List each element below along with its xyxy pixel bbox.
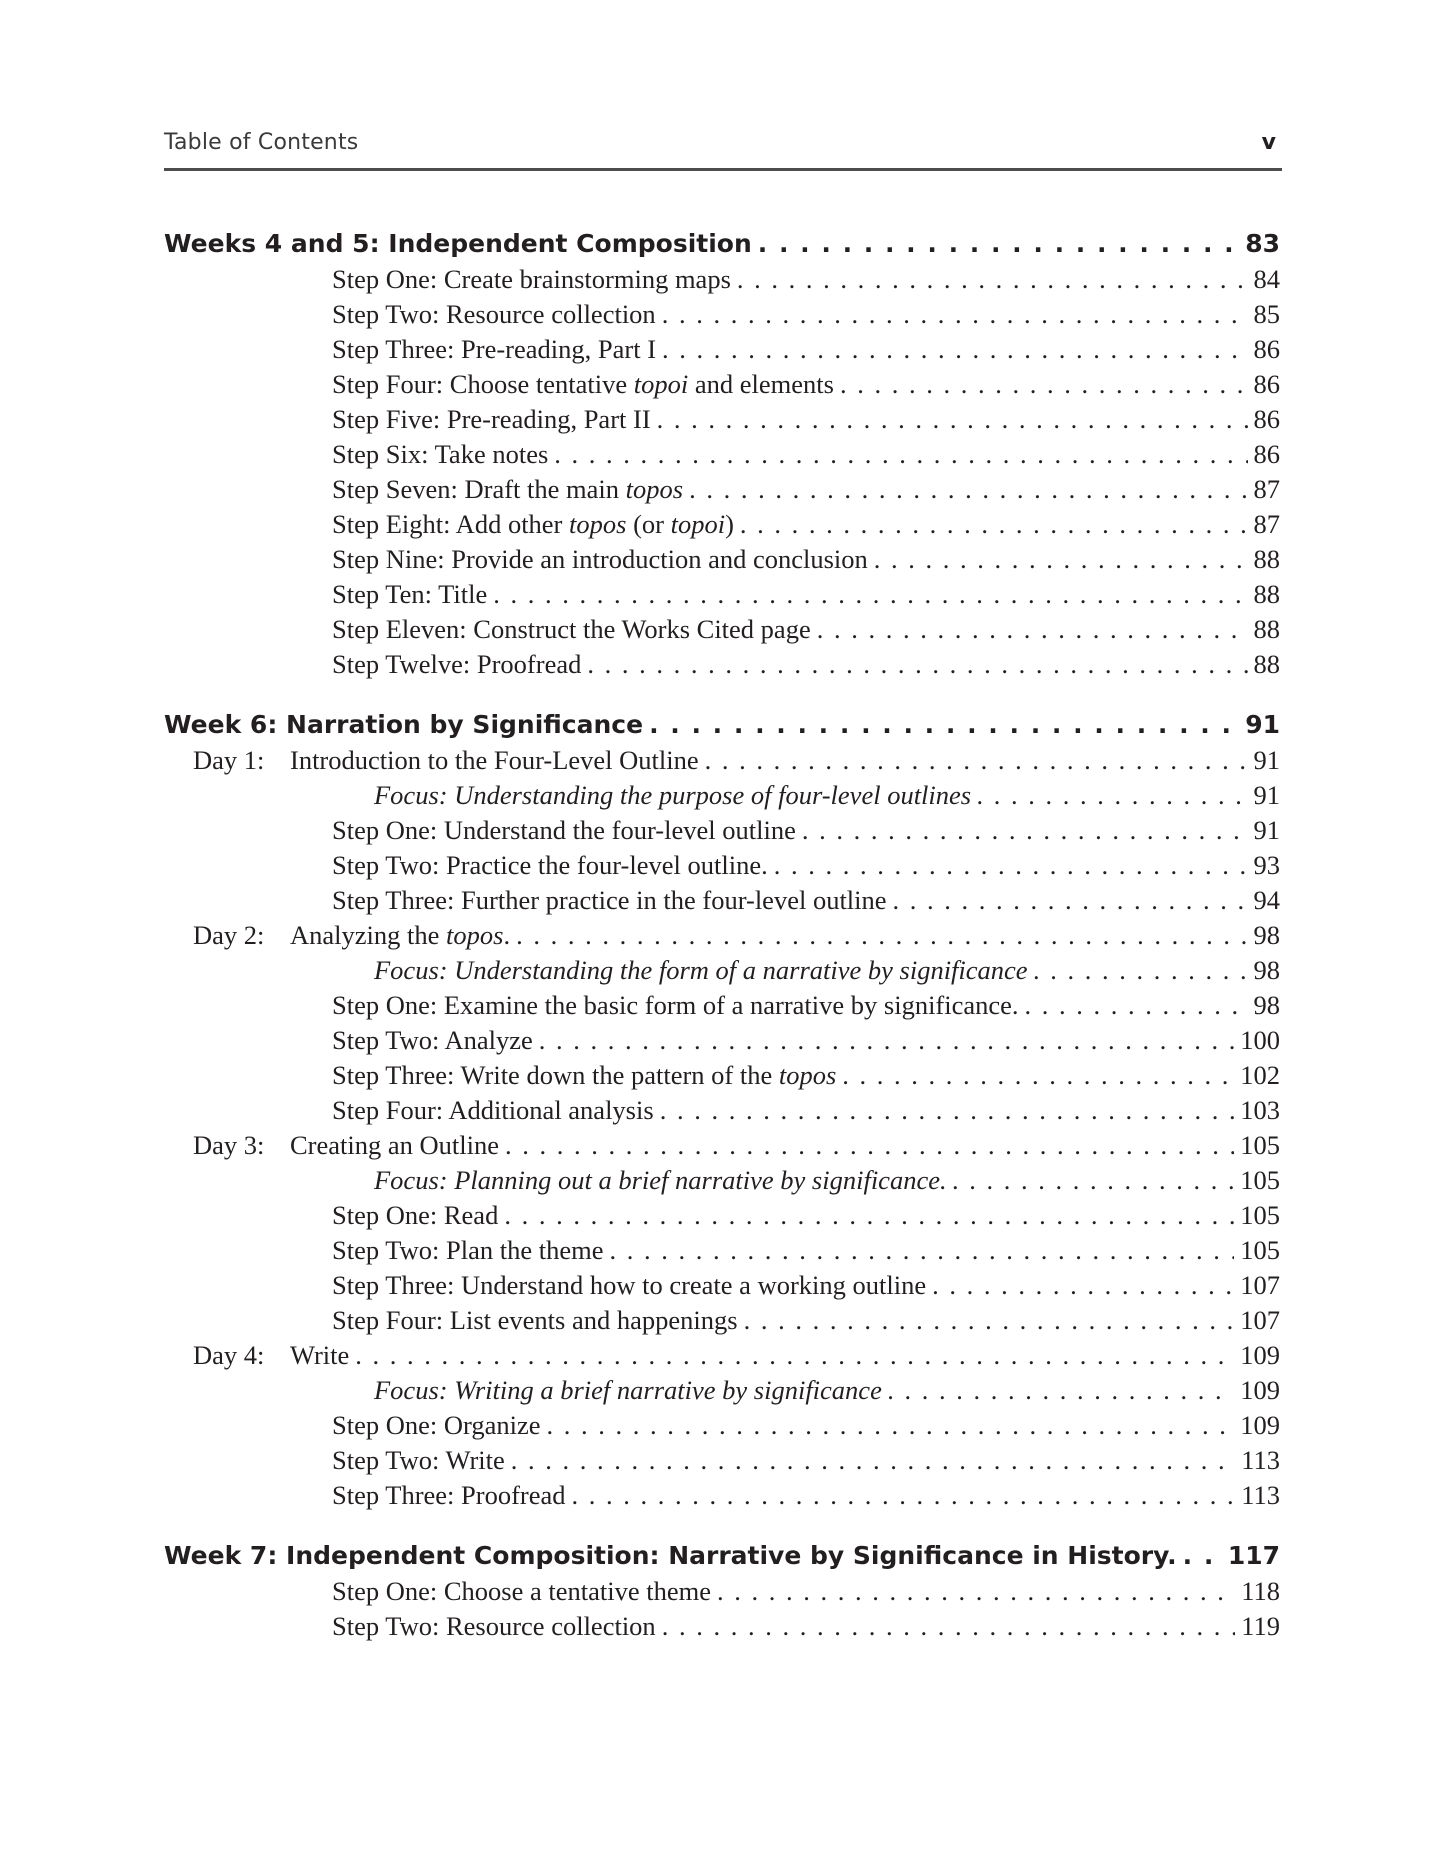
toc-entry-label <box>332 1058 836 1093</box>
dot-leader <box>504 1198 1234 1233</box>
toc-page-number: 88 <box>1253 649 1280 679</box>
toc-page-number: 98 <box>1253 955 1280 985</box>
toc-entry-text: (or <box>626 509 671 539</box>
toc-page-number: 109 <box>1240 1410 1280 1440</box>
toc-page-number: 109 <box>1240 1375 1280 1405</box>
toc-entry-label <box>332 1609 656 1644</box>
toc-entry-label <box>374 1163 947 1198</box>
dot-leader <box>493 577 1247 612</box>
toc-page-number: 86 <box>1253 439 1280 469</box>
dot-leader <box>977 778 1247 813</box>
toc-entry-label <box>332 1303 738 1338</box>
toc-entry-step[interactable] <box>164 507 1280 542</box>
toc-page-number: 86 <box>1253 404 1280 434</box>
dot-leader <box>662 1609 1236 1644</box>
toc-entry-text: Step Three: Understand how to create a working outline <box>332 1270 927 1300</box>
toc-week-title: Weeks 4 and 5: Independent Composition <box>164 229 752 258</box>
toc-entry-text: . <box>503 920 511 950</box>
toc-page-number: 98 <box>1253 920 1280 950</box>
toc-page-number: 117 <box>1227 1541 1280 1570</box>
toc-entry-text: Analyzing the <box>290 920 447 950</box>
toc-page-number: 93 <box>1253 850 1280 880</box>
toc-entry-focus[interactable] <box>164 778 1280 813</box>
toc-entry-focus[interactable] <box>164 953 1280 988</box>
toc-entry-text: Step Three: Proofread <box>332 1480 566 1510</box>
toc-entry-label <box>193 743 699 778</box>
toc-entry-text: Step One: Understand the four-level outline <box>332 815 796 845</box>
toc-entry-text: Step Six: Take notes <box>332 439 549 469</box>
toc-entry-label <box>332 848 768 883</box>
toc-page-number: 88 <box>1253 544 1280 574</box>
toc-page-number: 87 <box>1253 509 1280 539</box>
toc-page-number: 94 <box>1253 885 1280 915</box>
toc-page-number: 86 <box>1253 334 1280 364</box>
toc-entry-step[interactable] <box>164 472 1280 507</box>
toc-entry-label <box>374 778 971 813</box>
table-of-contents <box>164 226 1280 1669</box>
toc-entry-text: Focus: Understanding the form of a narrative by significance <box>374 955 1028 985</box>
toc-entry-text: Focus: Writing a brief narrative by significance <box>374 1375 882 1405</box>
toc-page-number: 88 <box>1253 579 1280 609</box>
toc-entry-italic-text: topos <box>778 1060 837 1090</box>
toc-entry-label <box>332 883 887 918</box>
toc-entry-text: Step Four: Choose tentative <box>332 369 634 399</box>
toc-entry-step[interactable] <box>164 813 1280 848</box>
toc-page-number: 91 <box>1253 780 1280 810</box>
toc-entry-italic-text: topos <box>625 474 684 504</box>
toc-day-number: Day 4: <box>193 1340 265 1370</box>
toc-entry-step[interactable] <box>164 1408 1280 1443</box>
toc-entry-text: Step One: Choose a tentative theme <box>332 1576 711 1606</box>
toc-entry-text: Step Two: Practice the four-level outline. <box>332 850 768 880</box>
dot-leader <box>662 297 1248 332</box>
dot-leader <box>705 743 1248 778</box>
dot-leader <box>657 402 1248 437</box>
toc-entry-label <box>332 813 796 848</box>
toc-entry-text: Step Nine: Provide an introduction and conclusion <box>332 544 868 574</box>
toc-entry-text: Step Four: List events and happenings <box>332 1305 738 1335</box>
toc-entry-step[interactable] <box>164 1574 1280 1609</box>
toc-entry-label <box>332 332 656 367</box>
toc-page-number: 98 <box>1253 990 1280 1020</box>
toc-entry-step[interactable] <box>164 1093 1280 1128</box>
toc-entry-day[interactable] <box>164 1338 1280 1373</box>
dot-leader <box>1183 1538 1222 1574</box>
toc-section <box>164 226 1280 682</box>
dot-leader <box>953 1163 1235 1198</box>
toc-entry-day[interactable] <box>164 918 1280 953</box>
toc-page-number: 84 <box>1253 264 1280 294</box>
toc-page-number: 87 <box>1253 474 1280 504</box>
toc-week-heading[interactable] <box>164 707 1280 743</box>
toc-day-number: Day 1: <box>193 745 265 775</box>
toc-page-number: 113 <box>1241 1445 1280 1475</box>
dot-leader <box>817 612 1248 647</box>
dot-leader <box>758 226 1239 262</box>
toc-entry-text: Step Four: Additional analysis <box>332 1095 654 1125</box>
toc-entry-label <box>332 1443 505 1478</box>
toc-page-number: 85 <box>1253 299 1280 329</box>
toc-day-number: Day 2: <box>193 920 265 950</box>
toc-entry-step[interactable] <box>164 332 1280 367</box>
toc-entry-label <box>332 1233 603 1268</box>
dot-leader <box>802 813 1248 848</box>
toc-entry-label <box>193 1338 349 1373</box>
toc-entry-step[interactable] <box>164 848 1280 883</box>
toc-entry-italic-text: topoi <box>670 509 726 539</box>
dot-leader <box>511 1443 1235 1478</box>
toc-entry-step[interactable] <box>164 1609 1280 1644</box>
dot-leader <box>744 1303 1235 1338</box>
dot-leader <box>740 507 1248 542</box>
toc-entry-label <box>374 1373 882 1408</box>
dot-leader <box>774 848 1248 883</box>
dot-leader <box>516 918 1247 953</box>
dot-leader <box>888 1373 1234 1408</box>
toc-entry-label <box>374 953 1028 988</box>
dot-leader <box>689 472 1247 507</box>
toc-entry-step[interactable] <box>164 297 1280 332</box>
toc-entry-text: Step One: Organize <box>332 1410 541 1440</box>
toc-page-number: 107 <box>1240 1305 1280 1335</box>
toc-page-number: 88 <box>1253 614 1280 644</box>
toc-week-title: Week 7: Independent Composition: Narrative by Significance in History. <box>164 1541 1177 1570</box>
toc-entry-step[interactable] <box>164 437 1280 472</box>
toc-section <box>164 707 1280 1513</box>
toc-page-number: 105 <box>1240 1235 1280 1265</box>
dot-leader <box>609 1233 1234 1268</box>
toc-entry-text: Focus: Understanding the purpose of four-level outlines <box>374 780 972 810</box>
page-number: v <box>1261 130 1276 155</box>
toc-entry-step[interactable] <box>164 988 1280 1023</box>
toc-entry-day[interactable] <box>164 743 1280 778</box>
dot-leader <box>1025 988 1248 1023</box>
toc-week-title: Week 6: Narration by Significance <box>164 710 644 739</box>
toc-entry-text: Focus: Planning out a brief narrative by significance. <box>374 1165 947 1195</box>
toc-entry-label <box>332 542 868 577</box>
toc-entry-day[interactable] <box>164 1128 1280 1163</box>
dot-leader <box>547 1408 1235 1443</box>
dot-leader <box>539 1023 1234 1058</box>
toc-entry-text: Step Two: Resource collection <box>332 1611 656 1641</box>
toc-entry-label <box>332 262 731 297</box>
toc-entry-step[interactable] <box>164 1233 1280 1268</box>
toc-entry-text: Step One: Read <box>332 1200 499 1230</box>
toc-entry-text: Step Two: Plan the theme <box>332 1235 604 1265</box>
running-header-title: Table of Contents <box>164 130 359 155</box>
toc-entry-label <box>193 1128 499 1163</box>
dot-leader <box>587 647 1247 682</box>
dot-leader <box>737 262 1248 297</box>
toc-page-number: 103 <box>1240 1095 1280 1125</box>
toc-entry-step[interactable] <box>164 1303 1280 1338</box>
toc-page-number: 105 <box>1240 1200 1280 1230</box>
toc-page-number: 105 <box>1240 1130 1280 1160</box>
toc-entry-label <box>332 1478 566 1513</box>
running-header <box>164 128 1282 171</box>
toc-entry-label <box>332 1268 926 1303</box>
toc-entry-text: Step Three: Pre-reading, Part I <box>332 334 657 364</box>
toc-entry-label <box>332 472 683 507</box>
toc-entry-text: Step Seven: Draft the main <box>332 474 626 504</box>
toc-entry-step[interactable] <box>164 577 1280 612</box>
dot-leader <box>572 1478 1236 1513</box>
toc-entry-text: Step Two: Write <box>332 1445 505 1475</box>
toc-entry-focus[interactable] <box>164 1163 1280 1198</box>
toc-entry-step[interactable] <box>164 1268 1280 1303</box>
toc-entry-text: Step Two: Resource collection <box>332 299 656 329</box>
toc-entry-italic-text: topos <box>446 920 504 950</box>
toc-page-number: 100 <box>1240 1025 1280 1055</box>
toc-entry-step[interactable] <box>164 1443 1280 1478</box>
toc-entry-text: Step Five: Pre-reading, Part II <box>332 404 651 434</box>
toc-page-number: 118 <box>1241 1576 1280 1606</box>
dot-leader <box>355 1338 1234 1373</box>
toc-entry-label <box>332 647 581 682</box>
toc-entry-label <box>193 918 510 953</box>
toc-entry-text: and elements <box>688 369 834 399</box>
dot-leader <box>874 542 1248 577</box>
toc-entry-text: Write <box>290 1340 350 1370</box>
toc-entry-step[interactable] <box>164 883 1280 918</box>
toc-entry-label <box>332 297 656 332</box>
toc-entry-text: Step One: Examine the basic form of a narrative by significance. <box>332 990 1019 1020</box>
toc-page-number: 86 <box>1253 369 1280 399</box>
dot-leader <box>842 1058 1234 1093</box>
toc-entry-label <box>332 402 651 437</box>
toc-entry-text: Step One: Create brainstorming maps <box>332 264 731 294</box>
toc-entry-text: ) <box>725 509 734 539</box>
dot-leader <box>932 1268 1234 1303</box>
toc-entry-step[interactable] <box>164 612 1280 647</box>
toc-page-number: 119 <box>1241 1611 1280 1641</box>
toc-entry-text: Step Three: Further practice in the four-level outline <box>332 885 887 915</box>
toc-entry-italic-text: topoi <box>633 369 689 399</box>
toc-entry-text: Step Two: Analyze <box>332 1025 533 1055</box>
dot-leader <box>717 1574 1235 1609</box>
toc-entry-step[interactable] <box>164 262 1280 297</box>
dot-leader <box>505 1128 1234 1163</box>
toc-entry-text: Step Twelve: Proofread <box>332 649 582 679</box>
toc-entry-label <box>332 1198 498 1233</box>
toc-entry-step[interactable] <box>164 1478 1280 1513</box>
toc-entry-step[interactable] <box>164 1023 1280 1058</box>
toc-entry-label <box>332 988 1019 1023</box>
toc-entry-label <box>332 1023 533 1058</box>
toc-entry-text: Step Eleven: Construct the Works Cited page <box>332 614 811 644</box>
toc-entry-text: Introduction to the Four-Level Outline <box>290 745 699 775</box>
toc-entry-text: Creating an Outline <box>290 1130 499 1160</box>
toc-entry-label <box>332 1574 711 1609</box>
toc-page-number: 113 <box>1241 1480 1280 1510</box>
toc-week-heading[interactable] <box>164 226 1280 262</box>
toc-entry-text: Step Eight: Add other <box>332 509 570 539</box>
toc-page-number: 102 <box>1240 1060 1280 1090</box>
toc-entry-label <box>332 1093 654 1128</box>
toc-entry-focus[interactable] <box>164 1373 1280 1408</box>
toc-page-number: 91 <box>1253 745 1280 775</box>
toc-entry-step[interactable] <box>164 647 1280 682</box>
toc-page-number: 109 <box>1240 1340 1280 1370</box>
toc-entry-step[interactable] <box>164 402 1280 437</box>
dot-leader <box>660 1093 1235 1128</box>
dot-leader <box>649 707 1239 743</box>
toc-entry-text: Step Three: Write down the pattern of the <box>332 1060 779 1090</box>
toc-entry-label <box>332 507 734 542</box>
toc-section <box>164 1538 1280 1644</box>
toc-page-number: 105 <box>1240 1165 1280 1195</box>
toc-entry-step[interactable] <box>164 1058 1280 1093</box>
toc-page-number: 107 <box>1240 1270 1280 1300</box>
toc-entry-label <box>332 437 548 472</box>
toc-entry-step[interactable] <box>164 1198 1280 1233</box>
toc-entry-label <box>332 367 834 402</box>
toc-entry-step[interactable] <box>164 367 1280 402</box>
toc-entry-label <box>332 612 811 647</box>
toc-week-heading[interactable] <box>164 1538 1280 1574</box>
toc-entry-italic-text: topos <box>569 509 627 539</box>
dot-leader <box>554 437 1247 472</box>
toc-entry-step[interactable] <box>164 542 1280 577</box>
toc-page-number: 83 <box>1245 229 1280 258</box>
dot-leader <box>893 883 1248 918</box>
dot-leader <box>840 367 1248 402</box>
toc-entry-text: Step Ten: Title <box>332 579 488 609</box>
toc-entry-label <box>332 577 487 612</box>
toc-page-number: 91 <box>1253 815 1280 845</box>
dot-leader <box>1034 953 1248 988</box>
dot-leader <box>662 332 1247 367</box>
toc-entry-label <box>332 1408 541 1443</box>
toc-day-number: Day 3: <box>193 1130 265 1160</box>
toc-page-number: 91 <box>1245 710 1280 739</box>
